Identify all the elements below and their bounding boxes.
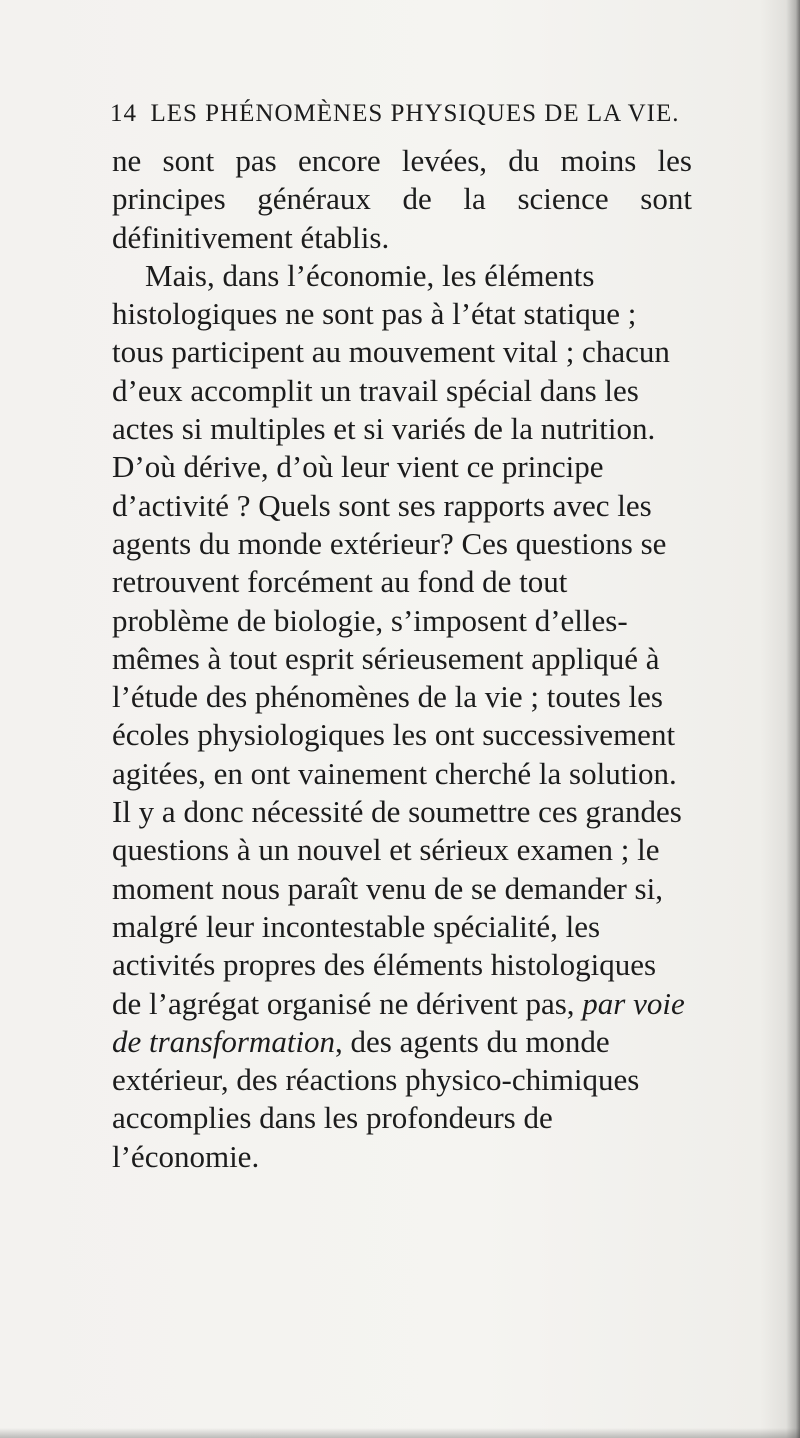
running-title: LES PHÉNOMÈNES PHYSIQUES DE LA VIE. [150,100,680,127]
page-edge-shadow [786,0,800,1438]
italic-phrase: par voie de transformation [112,985,685,1059]
paragraph-main-part1: Mais, dans l’économie, les éléments histologiques ne sont pas à l’état statique ; tous participent au mouvement vital ; chacun d’eux accomplit un travail spécial dans les actes si multiples et si variés de la nutrition. D’où dérive, d’où leur vient ce principe d’activité ? Quels sont ses rapports avec les agents du monde extérieur? Ces questions se retrouvent forcément au fond de tout problème de biologie, s’imposent d’elles-mêmes à tout esprit sérieusement appliqué à l’étude des phénomènes de la vie ; toutes les écoles physiologiques les ont successivement agitées, en ont vainement cherché la solution. Il y a donc nécessité de soumettre ces grandes questions à un nouvel et sérieux examen ; le moment nous paraît venu de se demander si, malgré leur incontestable spécialité, les activités propres des éléments histologiques de l’agrégat organisé ne dérivent pas, [112,257,682,1021]
paragraph-continuation: ne sont pas encore levées, du moins les principes généraux de la science sont définitivement établis. [112,143,692,255]
paragraph-main-part2: , des agents du monde extérieur, des réactions physico-chimiques accomplies dans les profondeurs de l’économie. [112,1023,640,1174]
paragraph-main [112,257,692,1176]
page-number: 14 [110,100,137,127]
body-text [112,142,692,1176]
page-header [110,100,690,130]
page-bottom-shadow [0,1428,800,1438]
